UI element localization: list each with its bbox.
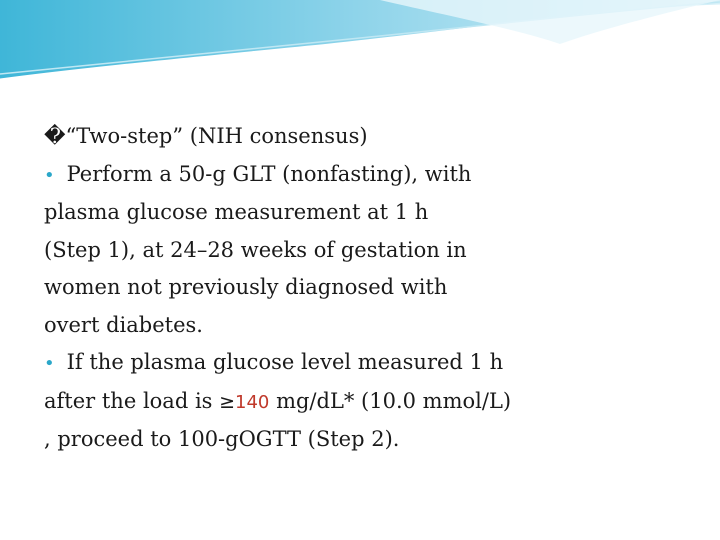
greater-equal-symbol: ≥	[219, 390, 236, 413]
threshold-value: 140	[235, 391, 270, 413]
bullet-2-line-1: • If the plasma glucose level measured 1 h	[44, 350, 504, 374]
header-wave-decoration	[0, 0, 720, 90]
bullet-2-line-2: after the load is ≥140 mg/dL* (10.0 mmol/L)	[44, 388, 512, 413]
bullet-1-line-5: overt diabetes.	[44, 312, 203, 337]
missing-glyph-icon: �	[44, 124, 66, 148]
bullet-1-line-2: plasma glucose measurement at 1 h	[44, 200, 429, 224]
bullet-1-line-1: • Perform a 50-g GLT (nonfasting), with	[44, 161, 472, 186]
slide-heading: �“Two-step” (NIH consensus)	[44, 124, 368, 148]
slide-content	[44, 118, 684, 459]
bullet-icon: •	[44, 353, 55, 374]
bullet-1-line-4: women not previously diagnosed with	[44, 275, 448, 299]
bullet-icon: •	[44, 164, 55, 186]
bullet-2-line-3: , proceed to 100-gOGTT (Step 2).	[44, 427, 400, 451]
bullet-1-line-3: (Step 1), at 24–28 weeks of gestation in	[44, 237, 467, 262]
